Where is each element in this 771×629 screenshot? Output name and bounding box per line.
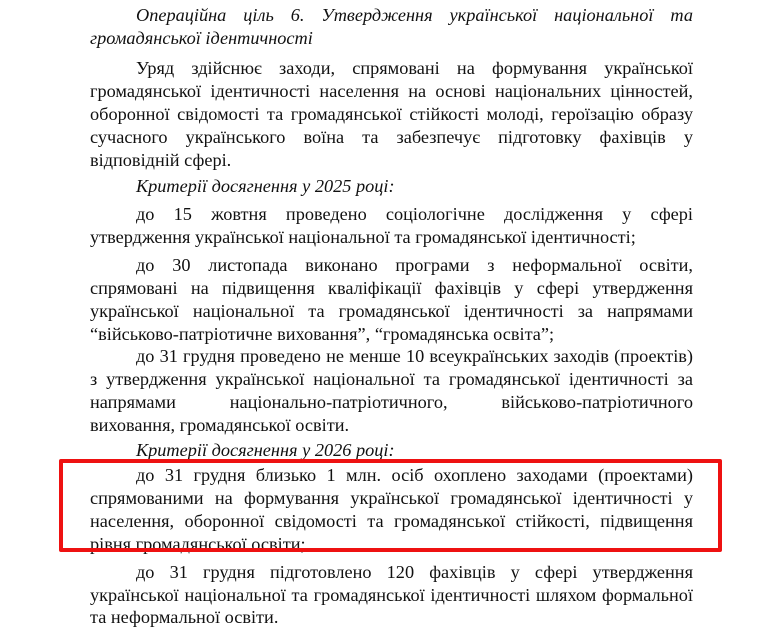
criteria-2025-item-2-line: спрямовані на підвищення кваліфікації фахівців у сфері утвердження (90, 278, 693, 298)
criteria-2025-item-1-line: до 15 жовтня проведено соціологічне дослідження у сфері (136, 204, 693, 224)
criteria-2025-item-2-line: української національної та громадянської ідентичності за напрямами (90, 301, 693, 321)
intro-paragraph-line: відповідній сфері. (90, 150, 232, 170)
criteria-2025-item-3-line: виховання, громадянської освіти. (90, 415, 350, 435)
criteria-2026-title: Критерії досягнення у 2026 році: (136, 440, 395, 460)
criteria-2026-item-1-line: рівня громадянської освіти; (90, 534, 306, 554)
criteria-2025-item-1-line: утвердження української національної та громадянської ідентичності; (90, 227, 636, 247)
criteria-2026-item-2-line: та неформальної освіти. (90, 607, 279, 627)
criteria-2026-item-1-line: населення, оборонної свідомості та громадянської стійкості, підвищення (90, 511, 693, 531)
criteria-2026-item-1-line: спрямованими на формування української громадянської ідентичності у (90, 488, 693, 508)
section-heading-line-1: Операційна ціль 6. Утвердження української національної та (136, 5, 693, 25)
section-heading-line-2: громадянської ідентичності (90, 28, 313, 48)
intro-paragraph-line: оборонної свідомості та громадянської стійкості молоді, героїзацію образу (90, 104, 693, 124)
criteria-2025-item-2-line: “військово-патріотичне виховання”, “громадянська освіта”; (90, 324, 555, 344)
criteria-2026-item-1-line: до 31 грудня близько 1 млн. осіб охоплено заходами (проектами) (136, 465, 693, 485)
highlight-annotation-box (59, 459, 722, 552)
criteria-2025-title: Критерії досягнення у 2025 році: (136, 176, 395, 196)
criteria-2026-item-2-line: до 31 грудня підготовлено 120 фахівців у сфері утвердження (136, 562, 693, 582)
criteria-2025-item-2-line: до 30 листопада виконано програми з неформальної освіти, (136, 255, 693, 275)
criteria-2026-item-2-line: української національної та громадянської ідентичності шляхом формальної (90, 585, 693, 605)
criteria-2025-item-3-line: з утвердження української національної та громадянської ідентичності за (90, 369, 693, 389)
criteria-2025-item-3-line: напрямами національно-патріотичного, військово-патріотичного (90, 392, 693, 412)
criteria-2025-item-3-line: до 31 грудня проведено не менше 10 всеукраїнських заходів (проектів) (136, 346, 693, 366)
intro-paragraph-line: громадянської ідентичності населення на основі національних цінностей, (90, 81, 693, 101)
intro-paragraph-line: сучасного українського воїна та забезпечує підготовку фахівців у (90, 127, 693, 147)
intro-paragraph-line: Уряд здійснює заходи, спрямовані на формування української (136, 58, 693, 78)
